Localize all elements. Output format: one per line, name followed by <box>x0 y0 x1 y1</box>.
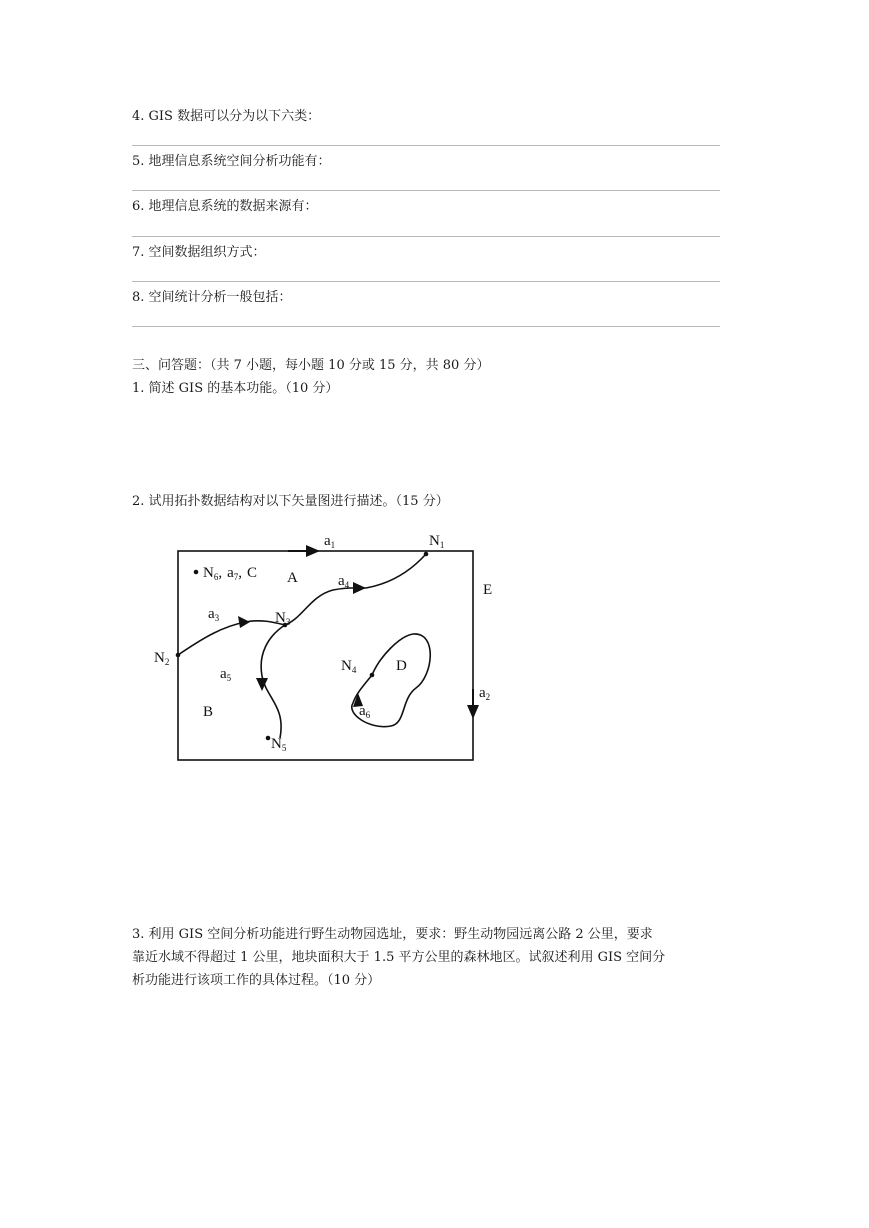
arc-a2-label: $a_2$ <box>479 685 491 702</box>
arrow-a2 <box>467 705 479 719</box>
arrow-a2-shaft <box>472 689 474 707</box>
answer-line-4 <box>132 145 720 146</box>
area-b-label: B <box>203 704 214 720</box>
area-e-label: E <box>483 582 493 598</box>
section-heading: 三、问答题：（共 7 小题，每小题 10 分或 15 分，共 80 分） <box>132 358 490 373</box>
topology-figure <box>148 526 508 772</box>
question-8: 8. 空间统计分析一般包括： <box>132 290 292 305</box>
arc-a6-label: $a_6$ <box>359 703 371 720</box>
essay-question-1: 1. 简述 GIS 的基本功能。（10 分） <box>132 381 339 396</box>
essay-question-3-line-1: 3. 利用 GIS 空间分析功能进行野生动物园选址，要求：野生动物园远离公路 2 公里，要求 <box>132 927 653 942</box>
question-7: 7. 空间数据组织方式： <box>132 245 266 260</box>
arrow-a1 <box>306 545 320 557</box>
answer-line-5 <box>132 190 720 191</box>
answer-line-8 <box>132 326 720 327</box>
node-n5-label: $N_5$ <box>271 736 287 753</box>
answer-line-6 <box>132 236 720 237</box>
area-a-label: A <box>287 570 298 586</box>
answer-line-7 <box>132 281 720 282</box>
question-6: 6. 地理信息系统的数据来源有： <box>132 199 318 214</box>
arc-a3-label: $a_3$ <box>208 606 220 623</box>
node-n1-label: $N_1$ <box>429 533 445 550</box>
arrow-a1-shaft <box>288 550 308 552</box>
node-n5-point <box>266 736 271 741</box>
arc-a4-a3 <box>178 554 426 655</box>
node-n3-label: $N_3$ <box>275 610 291 627</box>
node-n1-point <box>424 552 429 557</box>
question-5: 5. 地理信息系统空间分析功能有： <box>132 154 331 169</box>
essay-question-2: 2. 试用拓扑数据结构对以下矢量图进行描述。（15 分） <box>132 494 449 509</box>
arc-a4-label: $a_4$ <box>338 573 350 590</box>
arc-a5-label: $a_5$ <box>220 666 232 683</box>
legend-point <box>194 570 199 575</box>
essay-question-3-line-2: 靠近水域不得超过 1 公里，地块面积大于 1.5 平方公里的森林地区。试叙述利用 GIS 空间分 <box>132 950 666 965</box>
arc-a1-label: $a_1$ <box>324 533 336 550</box>
arrow-a3 <box>238 616 250 628</box>
node-n4-label: $N_4$ <box>341 658 357 675</box>
question-4: 4. GIS 数据可以分为以下六类： <box>132 109 321 124</box>
area-d-label: D <box>396 658 407 674</box>
node-n4-point <box>370 673 375 678</box>
node-n2-point <box>176 653 181 658</box>
node-n2-label: $N_2$ <box>154 650 170 667</box>
essay-question-3-line-3: 析功能进行该项工作的具体过程。（10 分） <box>132 973 381 988</box>
arrow-a4 <box>353 582 366 594</box>
legend-label: $N_6$, $a_7$, C <box>203 565 258 582</box>
outer-boundary <box>178 551 473 760</box>
